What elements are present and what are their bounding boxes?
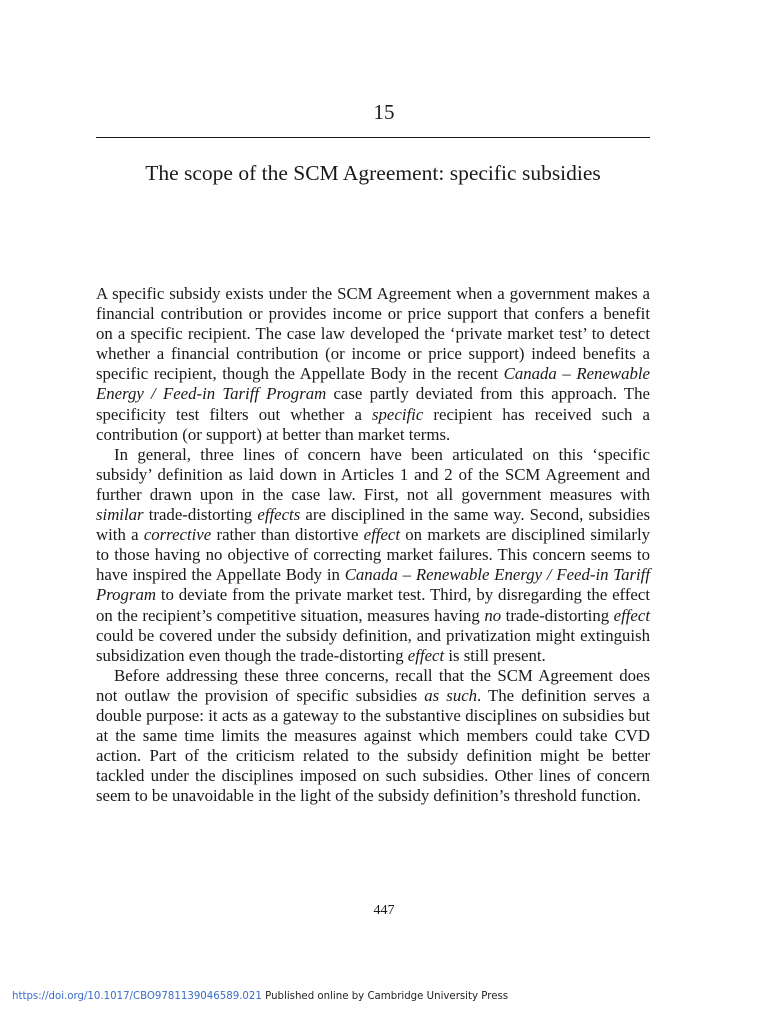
italic-run: Canada – Renewable Energy / Feed-in Tariff Program: [96, 364, 650, 404]
italic-run: no: [484, 605, 502, 625]
paragraph-2: [96, 445, 650, 666]
text-run: recipient has received such a contribution (or support) at better than market terms.: [96, 404, 650, 444]
text-run: is still present.: [444, 645, 546, 665]
italic-run: effect: [613, 605, 650, 625]
italic-run: Canada – Renewable Energy / Feed-in Tariff Program: [96, 565, 650, 605]
paragraph-1: [96, 284, 650, 445]
text-run: are disciplined in the same way. Second, subsidies with a: [96, 505, 650, 545]
text-run: rather than distortive: [211, 525, 364, 545]
text-run: trade-distorting: [143, 505, 258, 525]
italic-run: effect: [363, 525, 401, 545]
footer: [12, 990, 508, 1004]
italic-run: effect: [407, 645, 445, 665]
italic-run: effects: [257, 505, 301, 525]
text-run: could be covered under the subsidy definition, and privatization might extinguish subsidization even though the trade-distorting: [96, 625, 650, 665]
italic-run: specific: [372, 404, 424, 424]
text-run: on markets are disciplined similarly to those having no objective of correcting market failures. This concern seems to have inspired the Appellate Body in: [96, 525, 650, 585]
chapter-number: 15: [373, 100, 395, 124]
text-run: . The definition serves a double purpose: it acts as a gateway to the substantive disciplines on subsidies but at the same time limits the measures against which members could take CVD action. Part of the criticism related to the subsidy definition might be better tackled under the disciplines imposed on such subsidies. Other lines of concern seem to be unavoidable in the light of the subsidy definition’s threshold function.: [96, 685, 650, 806]
chapter-rule: [96, 137, 650, 138]
doi-link[interactable]: https://doi.org/10.1017/CBO9781139046589.021: [12, 991, 262, 1002]
text-run: trade-distorting: [501, 605, 614, 625]
text-run: to deviate from the private market test. Third, by disregarding the effect on the recipient’s competitive situation, measures having: [96, 585, 650, 625]
chapter-title: The scope of the SCM Agreement: specific subsidies: [145, 161, 601, 185]
italic-run: similar: [96, 505, 144, 525]
text-run: Before addressing these three concerns, recall that the SCM Agreement does not outlaw the provision of specific subsidies: [96, 665, 650, 705]
italic-run: corrective: [143, 525, 212, 545]
paragraph-3: [96, 666, 650, 807]
text-run: In general, three lines of concern have been articulated on this ‘specific subsidy’ definition as laid down in Articles 1 and 2 of the SCM Agreement and further drawn upon in the case law. First, not all government measures with: [96, 444, 650, 504]
text-run: A specific subsidy exists under the SCM Agreement when a government makes a financial contribution or provides income or price support that confers a benefit on a specific recipient. The case law developed the ‘private market test’ to detect whether a financial contribution (or income or price support) indeed benefits a specific recipient, though the Appellate Body in the recent: [96, 284, 650, 384]
publisher-text: Published online by Cambridge University Press: [261, 991, 509, 1002]
italic-run: as such: [424, 685, 478, 705]
text-run: case partly deviated from this approach. The specificity test filters out whether a: [96, 384, 650, 424]
body-text: [96, 284, 650, 806]
page-number: 447: [373, 903, 395, 918]
